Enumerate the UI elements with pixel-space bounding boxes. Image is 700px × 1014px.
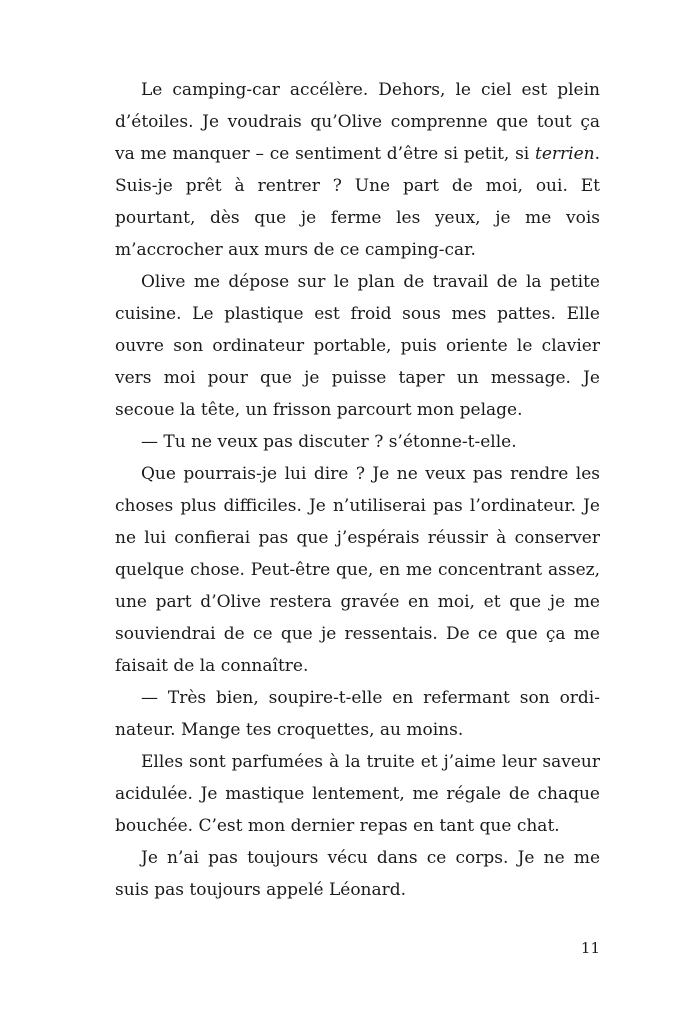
paragraph-text: Que pourrais-je lui dire ? Je ne veux pas rendre les choses plus difficiles. Je n’utiliserai pas l’ordinateur. Je ne lui confierai pas que j’espérais réussir à conserver quelque chose. Peut-être que, en me concentrant assez, une part d’Olive restera gravée en moi, et que je me souviendrai de ce que je ressentais. De ce que ça me faisait de la connaître. [115, 464, 600, 676]
page-number: 11 [580, 939, 600, 957]
paragraph [115, 746, 600, 842]
paragraph-dialogue [115, 682, 600, 746]
paragraph-text: — Très bien, soupire-t-elle en refermant son ordinateur. Mange tes croquettes, au moins. [115, 688, 600, 740]
paragraph-text: . Suis-je prêt à rentrer ? Une part de moi, oui. Et pourtant, dès que je ferme les yeux, je me vois m’accrocher aux murs de ce camping-car. [115, 144, 600, 260]
paragraph [115, 458, 600, 682]
paragraph [115, 842, 600, 906]
paragraph-dialogue [115, 426, 600, 458]
paragraph-emphasis: terrien [535, 144, 595, 164]
paragraph-text: Le camping-car accélère. Dehors, le ciel est plein d’étoiles. Je voudrais qu’Olive comprenne que tout ça va me manquer – ce sentiment d’être si petit, si [115, 80, 600, 164]
paragraph-text: Je n’ai pas toujours vécu dans ce corps. Je ne me suis pas toujours appelé Léonard. [115, 848, 600, 900]
paragraph-text: Elles sont parfumées à la truite et j’aime leur saveur acidulée. Je mastique lentement, me régale de chaque bouchée. C’est mon dernier repas en tant que chat. [115, 752, 600, 836]
paragraph [115, 266, 600, 426]
paragraph-text: Olive me dépose sur le plan de travail de la petite cuisine. Le plastique est froid sous mes pattes. Elle ouvre son ordinateur portable, puis oriente le clavier vers moi pour que je puisse taper un message. Je secoue la tête, un frisson parcourt mon pelage. [115, 272, 600, 420]
page-body [115, 74, 600, 906]
paragraph-text: — Tu ne veux pas discuter ? s’étonne-t-elle. [141, 432, 517, 452]
paragraph [115, 74, 600, 266]
